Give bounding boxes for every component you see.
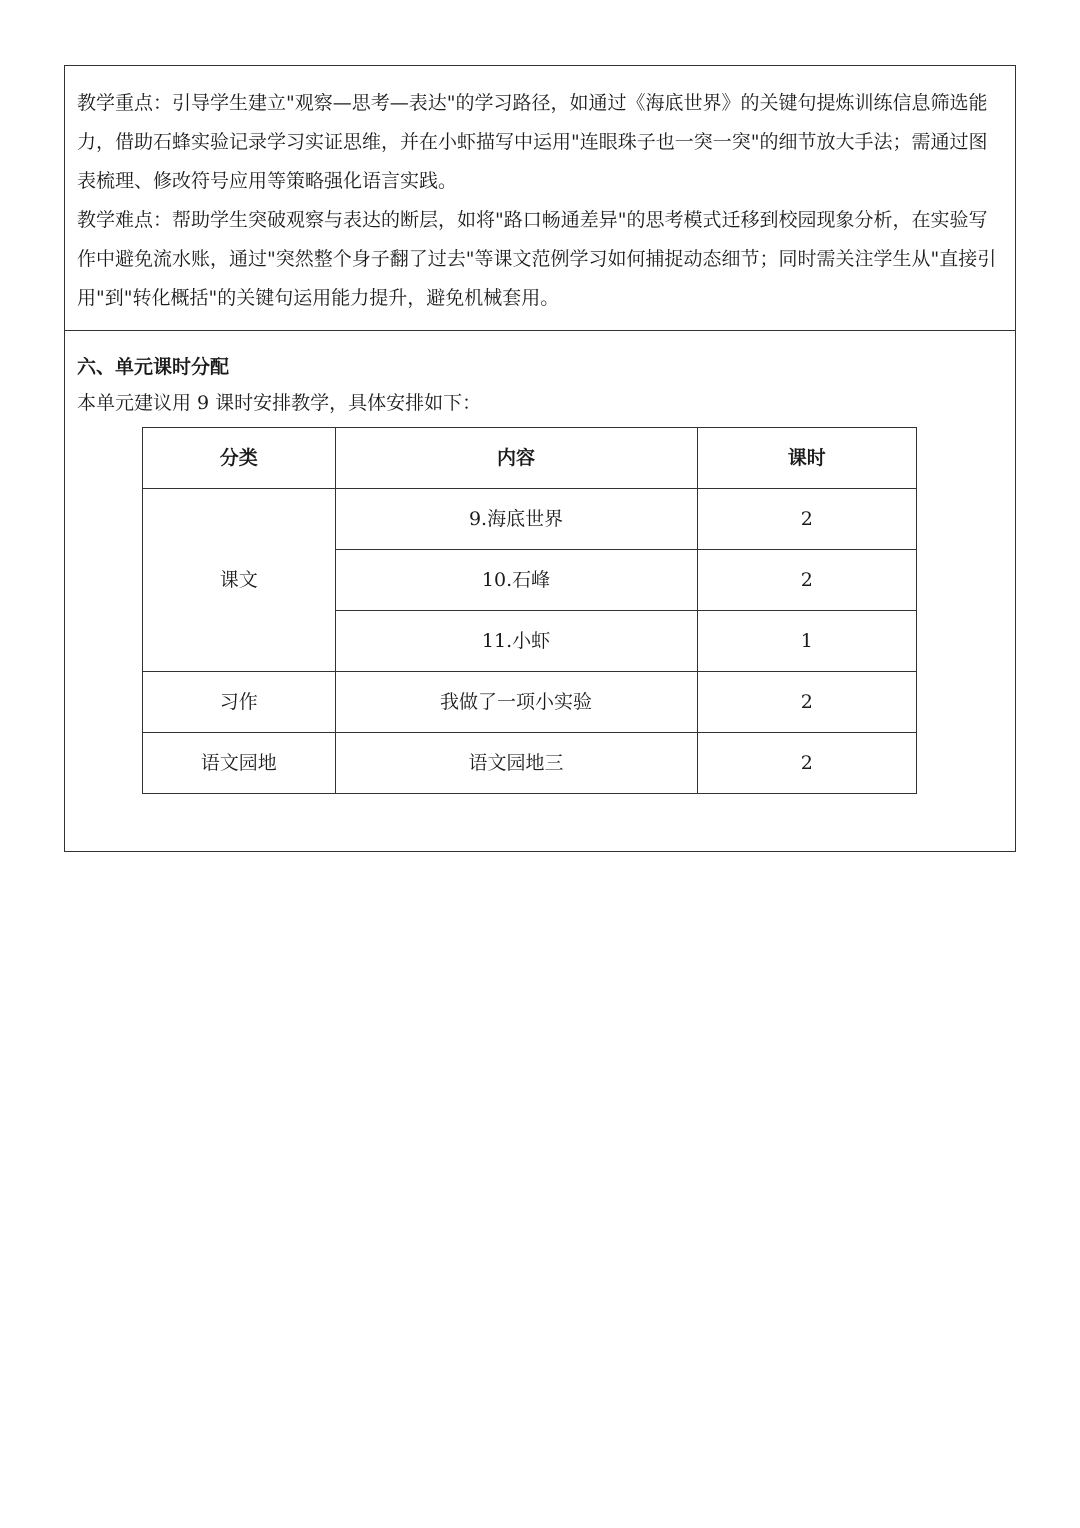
content-cell: 11.小虾 (335, 611, 697, 672)
content-cell: 语文园地三 (335, 733, 697, 794)
hours-cell: 2 (697, 489, 916, 550)
table-row (143, 489, 917, 550)
table-header-row (143, 428, 917, 489)
content-cell: 10.石峰 (335, 550, 697, 611)
schedule-intro: 本单元建议用 9 课时安排教学，具体安排如下： (77, 392, 482, 414)
hours-cell: 2 (697, 672, 916, 733)
category-xizuo: 习作 (143, 672, 336, 733)
category-kewen: 课文 (143, 489, 336, 672)
hours-cell: 1 (697, 611, 916, 672)
hours-cell: 2 (697, 550, 916, 611)
teaching-focus: 教学重点：引导学生建立"观察—思考—表达"的学习路径，如通过《海底世界》的关键句提炼训练信息筛选能力，借助石蜂实验记录学习实证思维，并在小虾描写中运用"连眼珠子也一突一突"的细节放大手法；需通过图表梳理、修改符号应用等策略强化语言实践。 (77, 92, 988, 192)
lesson-plan-frame (64, 65, 1016, 852)
teaching-difficulty: 教学难点：帮助学生突破观察与表达的断层，如将"路口畅通差异"的思考模式迁移到校园现象分析，在实验写作中避免流水账，通过"突然整个身子翻了过去"等课文范例学习如何捕捉动态细节；同时需关注学生从"直接引用"到"转化概括"的关键句运用能力提升，避免机械套用。 (77, 209, 997, 309)
header-content: 内容 (335, 428, 697, 489)
table-row (143, 672, 917, 733)
content-cell: 我做了一项小实验 (335, 672, 697, 733)
header-hours: 课时 (697, 428, 916, 489)
schedule-table (142, 427, 917, 794)
hours-cell: 2 (697, 733, 916, 794)
category-yuandi: 语文园地 (143, 733, 336, 794)
header-category: 分类 (143, 428, 336, 489)
key-points-cell (65, 66, 1015, 331)
schedule-cell (65, 331, 1015, 851)
table-row (143, 733, 917, 794)
section-title: 六、单元课时分配 (77, 356, 230, 378)
content-cell: 9.海底世界 (335, 489, 697, 550)
